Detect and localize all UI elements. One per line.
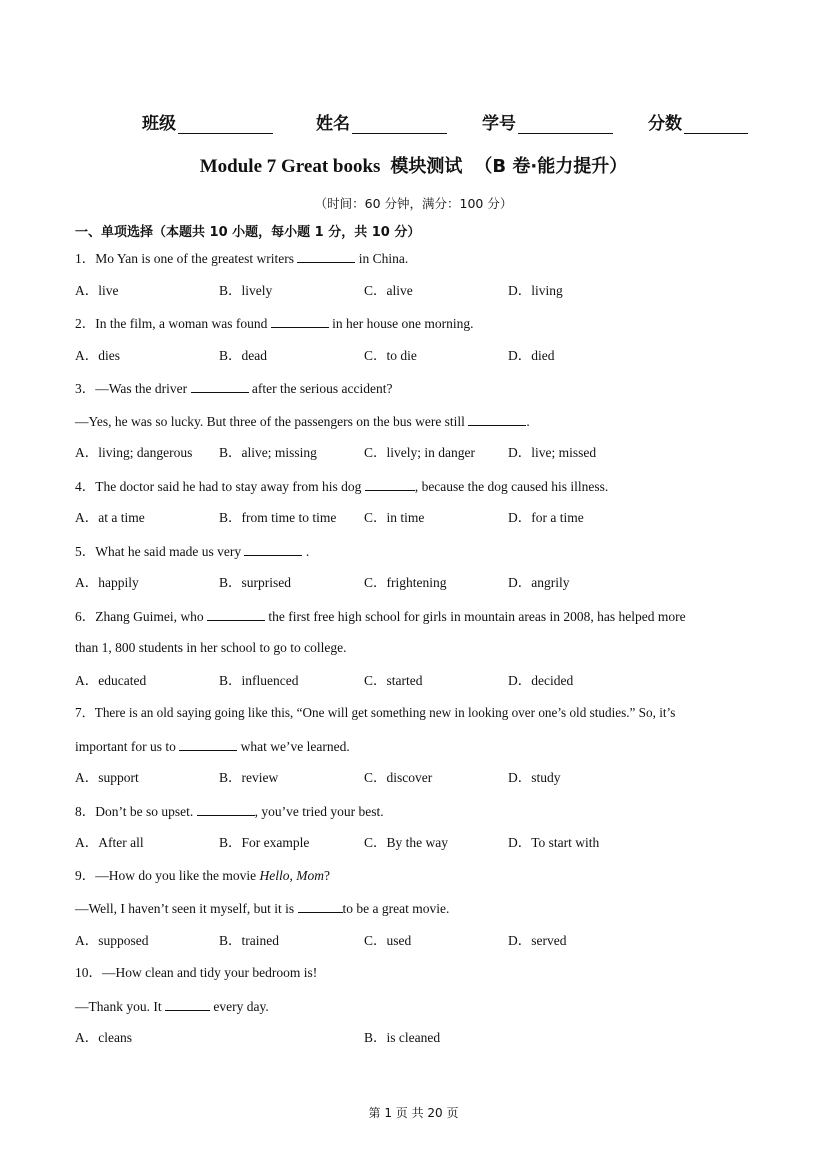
question-text: 9．—How do you like the movie	[75, 868, 257, 883]
question-text: —Yes, he was so lucky. But three of the passengers on the bus were still	[75, 414, 465, 429]
q7-option-a[interactable]: A．support	[75, 770, 139, 785]
q4-option-c[interactable]: C．in time	[364, 510, 425, 525]
question-text: important for us to	[75, 739, 176, 754]
question-10-line-2	[75, 997, 269, 1016]
question-4	[75, 477, 608, 496]
question-9	[75, 867, 330, 885]
question-5	[75, 542, 309, 561]
question-text: 1．Mo Yan is one of the greatest writers	[75, 251, 294, 266]
page-title	[0, 152, 827, 178]
q2-option-d[interactable]: D．died	[508, 348, 555, 363]
question-3	[75, 379, 392, 398]
class-blank	[178, 113, 273, 134]
question-text: what we’ve learned.	[240, 739, 350, 754]
q4-option-d[interactable]: D．for a time	[508, 510, 584, 525]
student-no-blank	[518, 113, 613, 134]
q1-option-b[interactable]: B．lively	[219, 283, 273, 298]
q2-option-c[interactable]: C．to die	[364, 348, 417, 363]
question-text: every day.	[213, 999, 269, 1014]
question-3-line-2	[75, 412, 530, 431]
q7-option-b[interactable]: B．review	[219, 770, 279, 785]
question-text: 2．In the film, a woman was found	[75, 316, 268, 331]
movie-title: Hello, Mom	[259, 868, 324, 883]
section-heading: 一、单项选择（本题共 10 小题，每小题 1 分，共 10 分）	[75, 225, 421, 240]
q7-option-d[interactable]: D．study	[508, 770, 561, 785]
q8-option-c[interactable]: C．By the way	[364, 835, 448, 850]
question-text: —Thank you. It	[75, 999, 162, 1014]
q8-option-b[interactable]: B．For example	[219, 835, 310, 850]
q2-option-b[interactable]: B．dead	[219, 348, 267, 363]
question-text: to be a great movie.	[342, 901, 450, 916]
q1-option-c[interactable]: C．alive	[364, 283, 413, 298]
question-2	[75, 314, 473, 333]
q9-option-b[interactable]: B．trained	[219, 933, 279, 948]
q9-option-a[interactable]: A．supposed	[75, 933, 149, 948]
title-test: 模块测试	[390, 156, 463, 177]
score-blank	[684, 113, 748, 134]
q4-option-a[interactable]: A．at a time	[75, 510, 145, 525]
question-text: 6．Zhang Guimei, who	[75, 609, 204, 624]
page-number: 第 1 页 共 20 页	[368, 1106, 459, 1120]
q6-option-a[interactable]: A．educated	[75, 673, 147, 688]
q5-option-c[interactable]: C．frightening	[364, 575, 447, 590]
name-field	[316, 109, 447, 134]
question-text: 8．Don’t be so upset.	[75, 804, 194, 819]
q5-option-b[interactable]: B．surprised	[219, 575, 291, 590]
question-6-line-2: than 1, 800 students in her school to go to college.	[75, 640, 347, 655]
q1-option-a[interactable]: A．live	[75, 283, 119, 298]
student-no-label: 学号	[482, 114, 516, 134]
question-6	[75, 607, 686, 626]
question-text: , you’ve tried your best.	[254, 804, 384, 819]
class-field	[142, 109, 273, 134]
answer-blank	[297, 249, 355, 263]
question-text: after the serious accident?	[251, 381, 393, 396]
question-1	[75, 249, 408, 268]
answer-blank	[191, 379, 249, 393]
q10-option-a[interactable]: A．cleans	[75, 1030, 132, 1045]
q3-option-c[interactable]: C．lively; in danger	[364, 445, 475, 460]
answer-blank	[165, 997, 210, 1011]
question-text: .	[305, 544, 310, 559]
question-7-line-2	[75, 737, 350, 756]
question-text: in her house one morning.	[332, 316, 474, 331]
q3-option-b[interactable]: B．alive; missing	[219, 445, 317, 460]
q9-option-c[interactable]: C．used	[364, 933, 412, 948]
question-text: 3．—Was the driver	[75, 381, 188, 396]
title-module: Module 7 Great books	[199, 156, 381, 177]
answer-blank	[207, 607, 265, 621]
q1-option-d[interactable]: D．living	[508, 283, 563, 298]
answer-blank	[468, 412, 526, 426]
name-label: 姓名	[316, 114, 350, 134]
question-text: 4．The doctor said he had to stay away from his dog	[75, 479, 362, 494]
title-paper: （B 卷·能力提升）	[474, 156, 628, 177]
score-field	[648, 109, 748, 134]
q6-option-c[interactable]: C．started	[364, 673, 423, 688]
name-blank	[352, 113, 447, 134]
score-label: 分数	[648, 114, 682, 134]
answer-blank	[365, 477, 415, 491]
question-text: ?	[323, 868, 330, 883]
q6-option-b[interactable]: B．influenced	[219, 673, 299, 688]
question-text: in China.	[358, 251, 409, 266]
answer-blank	[197, 802, 255, 816]
q3-option-a[interactable]: A．living; dangerous	[75, 445, 193, 460]
question-8	[75, 802, 384, 821]
q3-option-d[interactable]: D．live; missed	[508, 445, 597, 460]
question-text: .	[526, 414, 530, 429]
q2-option-a[interactable]: A．dies	[75, 348, 120, 363]
answer-blank	[271, 314, 329, 328]
answer-blank	[298, 899, 343, 913]
q5-option-a[interactable]: A．happily	[75, 575, 139, 590]
q10-option-b[interactable]: B．is cleaned	[364, 1030, 441, 1045]
q6-option-d[interactable]: D．decided	[508, 673, 574, 688]
exam-subtitle: （时间：60 分钟，满分：100 分）	[314, 196, 513, 211]
question-7: 7．There is an old saying going like this, “One will get something new in looking over one’s old studies.” So, it’s	[75, 705, 676, 720]
q9-option-d[interactable]: D．served	[508, 933, 567, 948]
question-text: —Well, I haven’t seen it myself, but it is	[75, 901, 295, 916]
question-text: the first free high school for girls in mountain areas in 2008, has helped more	[268, 609, 686, 624]
question-10: 10．—How clean and tidy your bedroom is!	[75, 965, 318, 980]
q4-option-b[interactable]: B．from time to time	[219, 510, 337, 525]
student-no-field	[482, 109, 613, 134]
question-text: 5．What he said made us very	[75, 544, 242, 559]
question-text: , because the dog caused his illness.	[414, 479, 609, 494]
answer-blank	[179, 737, 237, 751]
question-9-line-2	[75, 899, 449, 918]
student-info-fields	[142, 109, 762, 139]
q8-option-d[interactable]: D．To start with	[508, 835, 600, 850]
q8-option-a[interactable]: A．After all	[75, 835, 144, 850]
class-label: 班级	[142, 114, 176, 134]
q7-option-c[interactable]: C．discover	[364, 770, 433, 785]
q5-option-d[interactable]: D．angrily	[508, 575, 570, 590]
answer-blank	[244, 542, 302, 556]
